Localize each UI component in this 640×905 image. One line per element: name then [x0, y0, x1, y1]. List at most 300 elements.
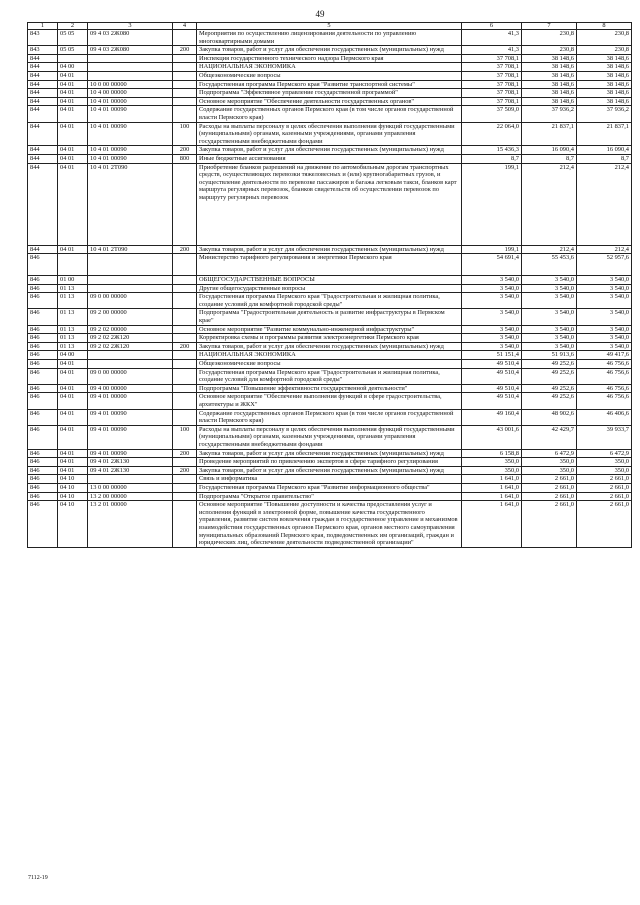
cell-description: Государственная программа Пермского края "Градостроительная и жилищная политика, создание условий для комфортной городской среды" [197, 293, 462, 309]
cell-amount-col8: 38 148,6 [577, 71, 632, 80]
cell-amount-col7: 212,4 [522, 163, 577, 245]
cell-admin-code: 846 [28, 475, 58, 484]
cell-amount-col6: 3 540,0 [462, 309, 522, 325]
cell-amount-col8: 46 406,6 [577, 409, 632, 425]
footer-code: 7112-19 [28, 875, 48, 881]
cell-target-code: 10 4 01 00090 [88, 106, 173, 122]
cell-description: Подпрограмма "Градостроительная деятельность и развитие инфраструктуры в Пермском крае" [197, 309, 462, 325]
cell-section-code: 04 01 [58, 106, 88, 122]
cell-amount-col6: 37 708,1 [462, 80, 522, 89]
cell-target-code: 09 4 03 2Ж080 [88, 30, 173, 46]
cell-amount-col6: 1 641,0 [462, 483, 522, 492]
cell-amount-col8: 212,4 [577, 245, 632, 254]
cell-section-code: 04 01 [58, 458, 88, 467]
cell-description: Закупка товаров, работ и услуг для обеспечения государственных (муниципальных) нужд [197, 449, 462, 458]
cell-target-code: 10 4 01 2Т090 [88, 245, 173, 254]
cell-amount-col8: 38 148,6 [577, 80, 632, 89]
cell-amount-col7: 38 148,6 [522, 80, 577, 89]
header-col-4: 4 [173, 23, 197, 30]
cell-section-code: 04 01 [58, 245, 88, 254]
cell-amount-col6: 43 001,6 [462, 425, 522, 449]
cell-target-code: 09 2 02 2Ж120 [88, 342, 173, 351]
cell-amount-col6: 15 436,3 [462, 146, 522, 155]
table-row [28, 492, 632, 501]
cell-admin-code: 844 [28, 146, 58, 155]
cell-section-code: 01 13 [58, 334, 88, 343]
cell-admin-code: 844 [28, 54, 58, 63]
cell-description: Закупка товаров, работ и услуг для обеспечения государственных (муниципальных) нужд [197, 342, 462, 351]
cell-expense-type [173, 368, 197, 384]
header-col-1: 1 [28, 23, 58, 30]
cell-target-code: 09 4 01 2Ж130 [88, 458, 173, 467]
cell-amount-col8: 46 756,6 [577, 393, 632, 409]
cell-amount-col7: 3 540,0 [522, 276, 577, 285]
cell-target-code [88, 276, 173, 285]
cell-target-code: 10 4 00 00000 [88, 89, 173, 98]
cell-amount-col8: 3 540,0 [577, 284, 632, 293]
cell-description: НАЦИОНАЛЬНАЯ ЭКОНОМИКА [197, 63, 462, 72]
table-body [28, 30, 632, 548]
cell-target-code: 09 0 00 00000 [88, 368, 173, 384]
header-col-3: 3 [88, 23, 173, 30]
cell-target-code: 09 0 00 00000 [88, 293, 173, 309]
cell-section-code: 04 01 [58, 393, 88, 409]
cell-section-code: 01 13 [58, 342, 88, 351]
table-row [28, 475, 632, 484]
cell-section-code: 04 01 [58, 466, 88, 475]
table-row [28, 342, 632, 351]
cell-description: Закупка товаров, работ и услуг для обеспечения государственных (муниципальных) нужд [197, 146, 462, 155]
cell-amount-col8: 21 837,1 [577, 122, 632, 146]
cell-amount-col7: 51 913,6 [522, 351, 577, 360]
cell-description: Расходы на выплаты персоналу в целях обеспечения выполнения функций государственными (муниципальными) органами, казенными учреждениями, органами управления государственными внебюджетными фондами [197, 425, 462, 449]
header-col-8: 8 [577, 23, 632, 30]
cell-description: Министерство тарифного регулирования и энергетики Пермского края [197, 254, 462, 276]
cell-description: Государственная программа Пермского края "Развитие транспортной системы" [197, 80, 462, 89]
cell-section-code: 04 01 [58, 89, 88, 98]
cell-expense-type [173, 393, 197, 409]
cell-expense-type: 200 [173, 449, 197, 458]
cell-target-code: 10 4 01 00090 [88, 122, 173, 146]
cell-section-code: 04 10 [58, 483, 88, 492]
cell-amount-col6: 3 540,0 [462, 293, 522, 309]
cell-amount-col8: 350,0 [577, 466, 632, 475]
cell-amount-col6: 6 158,8 [462, 449, 522, 458]
table-row [28, 63, 632, 72]
cell-amount-col7: 38 148,6 [522, 54, 577, 63]
cell-admin-code: 846 [28, 284, 58, 293]
cell-amount-col8: 3 540,0 [577, 293, 632, 309]
cell-admin-code: 846 [28, 351, 58, 360]
cell-target-code: 10 4 01 00090 [88, 146, 173, 155]
cell-admin-code: 846 [28, 325, 58, 334]
cell-amount-col6: 350,0 [462, 466, 522, 475]
cell-amount-col8: 230,8 [577, 30, 632, 46]
header-col-7: 7 [522, 23, 577, 30]
table-row [28, 334, 632, 343]
cell-amount-col7: 16 090,4 [522, 146, 577, 155]
cell-amount-col6: 199,1 [462, 163, 522, 245]
cell-description: Государственная программа Пермского края "Развитие информационного общества" [197, 483, 462, 492]
cell-section-code: 04 01 [58, 368, 88, 384]
cell-amount-col8: 2 661,0 [577, 492, 632, 501]
table-row [28, 466, 632, 475]
cell-description: Инспекция государственного технического надзора Пермского края [197, 54, 462, 63]
table-row [28, 360, 632, 369]
cell-amount-col7: 350,0 [522, 466, 577, 475]
cell-amount-col7: 212,4 [522, 245, 577, 254]
cell-amount-col6: 49 510,4 [462, 384, 522, 393]
cell-description: Основное мероприятие "Развитие коммунально-инженерной инфраструктуры" [197, 325, 462, 334]
table-row [28, 325, 632, 334]
cell-expense-type: 800 [173, 154, 197, 163]
cell-section-code [58, 54, 88, 63]
cell-amount-col7: 38 148,6 [522, 89, 577, 98]
cell-amount-col8: 52 957,6 [577, 254, 632, 276]
cell-amount-col8: 46 756,6 [577, 384, 632, 393]
cell-admin-code: 846 [28, 501, 58, 548]
cell-expense-type [173, 501, 197, 548]
cell-target-code: 09 2 00 00000 [88, 309, 173, 325]
cell-amount-col7: 3 540,0 [522, 293, 577, 309]
cell-amount-col7: 3 540,0 [522, 342, 577, 351]
table-row [28, 146, 632, 155]
cell-target-code: 10 4 01 00090 [88, 154, 173, 163]
cell-expense-type [173, 351, 197, 360]
cell-description: Закупка товаров, работ и услуг для обеспечения государственных (муниципальных) нужд [197, 466, 462, 475]
table-row [28, 293, 632, 309]
cell-description: Закупка товаров, работ и услуг для обеспечения государственных (муниципальных) нужд [197, 245, 462, 254]
cell-amount-col6: 37 708,1 [462, 97, 522, 106]
table-row [28, 89, 632, 98]
cell-amount-col6: 3 540,0 [462, 276, 522, 285]
cell-amount-col8: 212,4 [577, 163, 632, 245]
cell-target-code [88, 63, 173, 72]
cell-amount-col6: 3 540,0 [462, 334, 522, 343]
cell-expense-type [173, 293, 197, 309]
cell-expense-type [173, 325, 197, 334]
cell-section-code: 04 00 [58, 351, 88, 360]
header-col-6: 6 [462, 23, 522, 30]
cell-amount-col7: 42 429,7 [522, 425, 577, 449]
cell-expense-type: 200 [173, 245, 197, 254]
table-header [28, 23, 632, 30]
table-row [28, 71, 632, 80]
cell-expense-type: 200 [173, 46, 197, 55]
cell-amount-col8: 38 148,6 [577, 97, 632, 106]
cell-description: Содержание государственных органов Пермского края (в том числе органов государственной власти Пермского края) [197, 106, 462, 122]
cell-section-code: 01 00 [58, 276, 88, 285]
cell-amount-col8: 3 540,0 [577, 342, 632, 351]
table-row [28, 284, 632, 293]
cell-admin-code: 844 [28, 163, 58, 245]
cell-expense-type [173, 163, 197, 245]
cell-description: Иные бюджетные ассигнования [197, 154, 462, 163]
cell-expense-type: 100 [173, 425, 197, 449]
cell-amount-col6: 37 509,0 [462, 106, 522, 122]
cell-expense-type [173, 360, 197, 369]
cell-amount-col8: 3 540,0 [577, 276, 632, 285]
cell-target-code: 09 4 01 00090 [88, 449, 173, 458]
cell-description: Проведение мероприятий по привлечению экспертов в сфере тарифного регулирования [197, 458, 462, 467]
table-row [28, 501, 632, 548]
cell-section-code: 04 01 [58, 71, 88, 80]
cell-target-code [88, 351, 173, 360]
cell-section-code: 04 01 [58, 360, 88, 369]
cell-target-code [88, 360, 173, 369]
cell-description: Подпрограмма "Эффективное управление государственной программой" [197, 89, 462, 98]
cell-admin-code: 846 [28, 368, 58, 384]
page-number: 49 [315, 9, 325, 19]
cell-target-code: 13 0 00 00000 [88, 483, 173, 492]
cell-admin-code: 846 [28, 492, 58, 501]
header-col-2: 2 [58, 23, 88, 30]
cell-admin-code: 844 [28, 97, 58, 106]
cell-amount-col6: 49 510,4 [462, 368, 522, 384]
cell-amount-col8: 350,0 [577, 458, 632, 467]
header-col-5: 5 [197, 23, 462, 30]
cell-section-code: 04 01 [58, 146, 88, 155]
cell-admin-code: 844 [28, 71, 58, 80]
cell-target-code [88, 254, 173, 276]
cell-admin-code: 846 [28, 293, 58, 309]
cell-admin-code: 846 [28, 409, 58, 425]
cell-amount-col7: 2 661,0 [522, 501, 577, 548]
cell-target-code [88, 284, 173, 293]
table-row [28, 97, 632, 106]
cell-description: ОБЩЕГОСУДАРСТВЕННЫЕ ВОПРОСЫ [197, 276, 462, 285]
cell-expense-type [173, 475, 197, 484]
cell-amount-col7: 3 540,0 [522, 334, 577, 343]
cell-section-code: 05 05 [58, 30, 88, 46]
cell-section-code: 04 01 [58, 122, 88, 146]
table-row [28, 458, 632, 467]
cell-amount-col6: 51 151,4 [462, 351, 522, 360]
cell-expense-type [173, 30, 197, 46]
cell-amount-col8: 39 933,7 [577, 425, 632, 449]
cell-section-code: 01 13 [58, 284, 88, 293]
table-row [28, 30, 632, 46]
cell-amount-col8: 46 756,6 [577, 360, 632, 369]
cell-admin-code: 844 [28, 154, 58, 163]
cell-amount-col6: 1 641,0 [462, 475, 522, 484]
cell-section-code: 01 13 [58, 293, 88, 309]
cell-amount-col7: 350,0 [522, 458, 577, 467]
cell-description: Расходы на выплаты персоналу в целях обеспечения выполнения функций государственными (муниципальными) органами, казенными учреждениями, органами управления государственными внебюджетными фондами [197, 122, 462, 146]
cell-admin-code: 846 [28, 309, 58, 325]
table-row [28, 154, 632, 163]
cell-admin-code: 844 [28, 80, 58, 89]
cell-description: Основное мероприятие "Повышение доступности и качества предоставления услуг и исполнения функций в электронной форме, повышение качества государственного управления, развитие систем вовлечения граждан в государственное управление и механизмов взаимодействия государственных органов Пермского края, органов местного самоуправления муниципальных образований Пермского края, подведомственных им организаций, граждан и юридических лиц, обеспечение деятельности подведомственной организации" [197, 501, 462, 548]
cell-admin-code: 846 [28, 425, 58, 449]
cell-section-code: 04 01 [58, 425, 88, 449]
cell-amount-col7: 2 661,0 [522, 483, 577, 492]
cell-admin-code: 846 [28, 466, 58, 475]
table-row [28, 483, 632, 492]
cell-expense-type: 200 [173, 466, 197, 475]
cell-expense-type [173, 284, 197, 293]
cell-amount-col6: 49 510,4 [462, 360, 522, 369]
cell-target-code [88, 54, 173, 63]
cell-amount-col6: 199,1 [462, 245, 522, 254]
table-row [28, 163, 632, 245]
cell-target-code: 10 0 00 00000 [88, 80, 173, 89]
cell-description: Закупка товаров, работ и услуг для обеспечения государственных (муниципальных) нужд [197, 46, 462, 55]
cell-amount-col6: 1 641,0 [462, 492, 522, 501]
cell-amount-col8: 2 661,0 [577, 483, 632, 492]
cell-expense-type: 200 [173, 342, 197, 351]
cell-expense-type [173, 276, 197, 285]
cell-amount-col8: 37 936,2 [577, 106, 632, 122]
cell-amount-col7: 6 472,9 [522, 449, 577, 458]
cell-target-code: 09 4 01 2Ж130 [88, 466, 173, 475]
cell-amount-col8: 49 417,6 [577, 351, 632, 360]
table-row [28, 106, 632, 122]
cell-description: Государственная программа Пермского края "Градостроительная и жилищная политика, создание условий для комфортной городской среды" [197, 368, 462, 384]
cell-section-code: 04 10 [58, 492, 88, 501]
cell-amount-col6: 41,3 [462, 30, 522, 46]
cell-description: Мероприятия по осуществлению лицензирования деятельности по управлению многоквартирными домами [197, 30, 462, 46]
cell-amount-col7: 55 453,6 [522, 254, 577, 276]
table-row [28, 393, 632, 409]
table-row [28, 46, 632, 55]
cell-amount-col8: 3 540,0 [577, 309, 632, 325]
cell-description: Основное мероприятие "Обеспечение деятельности государственных органов" [197, 97, 462, 106]
cell-expense-type [173, 458, 197, 467]
cell-description: Другие общегосударственные вопросы [197, 284, 462, 293]
table-row [28, 122, 632, 146]
cell-amount-col8: 230,8 [577, 46, 632, 55]
cell-admin-code: 846 [28, 334, 58, 343]
cell-admin-code: 844 [28, 106, 58, 122]
cell-amount-col6: 49 510,4 [462, 393, 522, 409]
table-row [28, 409, 632, 425]
cell-amount-col6: 3 540,0 [462, 342, 522, 351]
cell-description: Приобретение бланков разрешений на движение по автомобильным дорогам транспортных средств, осуществляющих перевозки тяжеловесных и (или) крупногабаритных грузов, и осуществление деятельности по перевозке пассажиров и багажа легковым такси, бланков карт маршрута регулярных перевозок, бланков свидетельств об осуществлении перевозок по маршруту регулярных перевозок [197, 163, 462, 245]
cell-amount-col8: 46 756,6 [577, 368, 632, 384]
cell-amount-col6: 37 708,1 [462, 71, 522, 80]
cell-amount-col7: 49 252,6 [522, 393, 577, 409]
cell-description: Подпрограмма "Открытое правительство" [197, 492, 462, 501]
cell-amount-col8: 38 148,6 [577, 89, 632, 98]
table-row [28, 449, 632, 458]
cell-amount-col7: 2 661,0 [522, 475, 577, 484]
table-row [28, 384, 632, 393]
cell-amount-col7: 21 837,1 [522, 122, 577, 146]
cell-amount-col8: 2 661,0 [577, 475, 632, 484]
cell-amount-col7: 3 540,0 [522, 309, 577, 325]
cell-amount-col6: 350,0 [462, 458, 522, 467]
cell-expense-type [173, 97, 197, 106]
cell-admin-code: 844 [28, 122, 58, 146]
cell-amount-col7: 3 540,0 [522, 284, 577, 293]
cell-amount-col7: 8,7 [522, 154, 577, 163]
cell-section-code: 01 13 [58, 309, 88, 325]
cell-amount-col8: 6 472,9 [577, 449, 632, 458]
cell-amount-col6: 1 641,0 [462, 501, 522, 548]
cell-description: НАЦИОНАЛЬНАЯ ЭКОНОМИКА [197, 351, 462, 360]
cell-section-code: 04 01 [58, 97, 88, 106]
cell-target-code: 13 2 01 00000 [88, 501, 173, 548]
cell-amount-col8: 3 540,0 [577, 325, 632, 334]
table-row [28, 80, 632, 89]
cell-admin-code: 846 [28, 360, 58, 369]
table-row [28, 254, 632, 276]
cell-amount-col6: 49 160,4 [462, 409, 522, 425]
cell-expense-type [173, 80, 197, 89]
cell-expense-type [173, 384, 197, 393]
cell-expense-type [173, 63, 197, 72]
cell-amount-col8: 3 540,0 [577, 334, 632, 343]
budget-table [27, 22, 632, 548]
cell-target-code: 09 4 01 00090 [88, 425, 173, 449]
cell-description: Общеэкономические вопросы [197, 360, 462, 369]
cell-expense-type: 100 [173, 122, 197, 146]
cell-amount-col8: 38 148,6 [577, 54, 632, 63]
cell-target-code: 09 4 03 2Ж080 [88, 46, 173, 55]
cell-expense-type [173, 54, 197, 63]
table-row [28, 309, 632, 325]
cell-section-code: 04 01 [58, 409, 88, 425]
cell-amount-col7: 2 661,0 [522, 492, 577, 501]
cell-amount-col7: 37 936,2 [522, 106, 577, 122]
cell-amount-col7: 49 252,6 [522, 368, 577, 384]
cell-amount-col6: 3 540,0 [462, 325, 522, 334]
cell-expense-type [173, 483, 197, 492]
cell-amount-col6: 41,3 [462, 46, 522, 55]
cell-amount-col8: 38 148,6 [577, 63, 632, 72]
cell-description: Корректировка схемы и программы развития электроэнергетики Пермского края [197, 334, 462, 343]
cell-admin-code: 846 [28, 342, 58, 351]
cell-amount-col7: 38 148,6 [522, 97, 577, 106]
cell-target-code: 10 4 01 2Т090 [88, 163, 173, 245]
cell-expense-type [173, 106, 197, 122]
cell-section-code: 04 01 [58, 163, 88, 245]
cell-target-code: 09 4 01 00000 [88, 393, 173, 409]
cell-admin-code: 846 [28, 254, 58, 276]
cell-amount-col6: 8,7 [462, 154, 522, 163]
cell-target-code [88, 475, 173, 484]
cell-expense-type [173, 89, 197, 98]
cell-description: Содержание государственных органов Пермского края (в том числе органов государственной власти Пермского края) [197, 409, 462, 425]
cell-section-code: 04 10 [58, 475, 88, 484]
cell-amount-col7: 48 902,6 [522, 409, 577, 425]
cell-expense-type [173, 492, 197, 501]
cell-section-code [58, 254, 88, 276]
cell-target-code: 09 2 02 00000 [88, 325, 173, 334]
table-row [28, 368, 632, 384]
cell-amount-col6: 37 708,1 [462, 89, 522, 98]
cell-target-code: 09 4 01 00090 [88, 409, 173, 425]
cell-admin-code: 846 [28, 393, 58, 409]
cell-description: Общеэкономические вопросы [197, 71, 462, 80]
cell-admin-code: 846 [28, 276, 58, 285]
cell-admin-code: 844 [28, 63, 58, 72]
cell-expense-type [173, 309, 197, 325]
cell-amount-col8: 2 661,0 [577, 501, 632, 548]
cell-section-code: 04 01 [58, 384, 88, 393]
table-row [28, 276, 632, 285]
cell-target-code: 09 4 00 00000 [88, 384, 173, 393]
cell-amount-col7: 49 252,6 [522, 360, 577, 369]
cell-admin-code: 844 [28, 245, 58, 254]
cell-target-code: 10 4 01 00000 [88, 97, 173, 106]
cell-amount-col8: 16 090,4 [577, 146, 632, 155]
table-row [28, 425, 632, 449]
cell-amount-col6: 37 708,1 [462, 63, 522, 72]
cell-amount-col7: 3 540,0 [522, 325, 577, 334]
cell-amount-col7: 38 148,6 [522, 71, 577, 80]
